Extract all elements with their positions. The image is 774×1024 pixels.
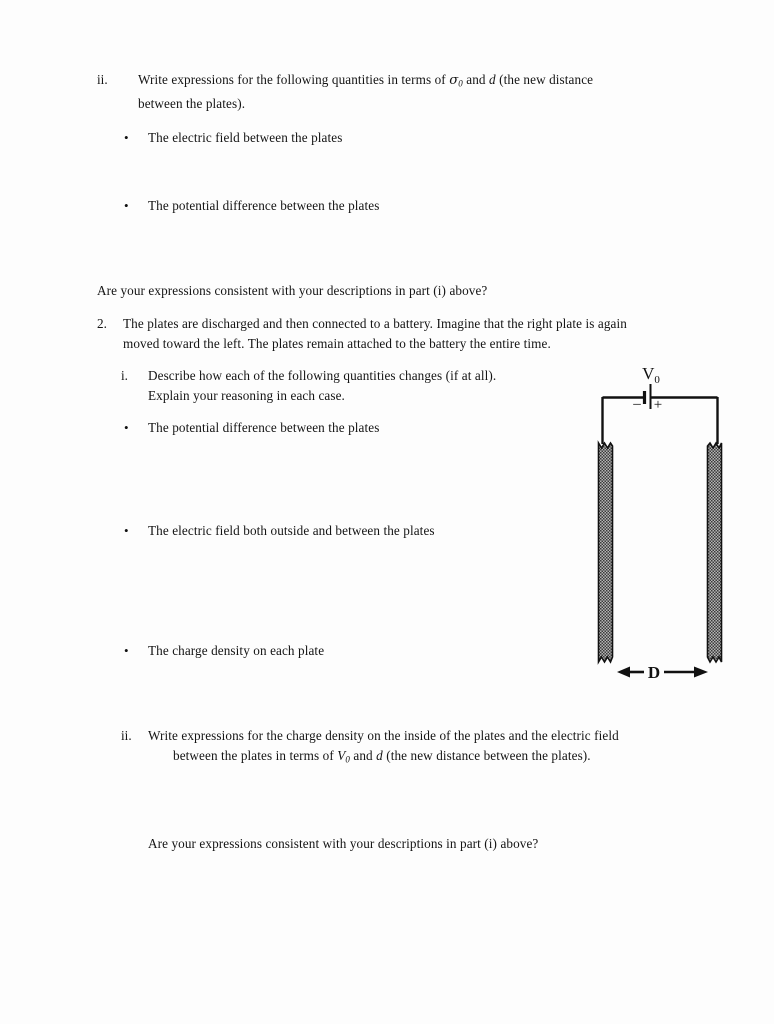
- item-ii-bottom-text-a: between the plates in terms of: [173, 748, 338, 763]
- d-symbol: d: [376, 748, 383, 763]
- paragraph-item-ii-top: [138, 70, 658, 114]
- capacitor-plate-left: [599, 443, 613, 662]
- consistency-question-1: Are your expressions consistent with your descriptions in part (i) above?: [97, 283, 488, 298]
- paragraph-item-ii-bottom: [148, 726, 693, 770]
- item-ii-top-line2: between the plates).: [138, 95, 246, 111]
- battery-voltage-label: $V_0$: [642, 364, 660, 386]
- arrowhead-right-icon: [694, 667, 708, 678]
- bullet-glyph-icon: •: [124, 130, 129, 145]
- V-symbol: V: [337, 748, 346, 763]
- item-ii-bottom-text-b: and: [349, 748, 377, 763]
- battery-negative-sign: –: [633, 396, 641, 412]
- V-subscript: 0: [345, 754, 350, 765]
- list-marker-i: i.: [121, 368, 128, 383]
- separation-label-D: D: [647, 663, 661, 682]
- item-2-line1: The plates are discharged and then connected to a battery. Imagine that the right plate is again: [123, 316, 627, 331]
- item-ii-bottom-line1: Write expressions for the charge density on the inside of the plates and the electric field: [148, 728, 619, 743]
- capacitor-plate-right: [708, 443, 722, 662]
- bullet-potential-difference: The potential difference between the plates: [148, 198, 380, 213]
- item-ii-top-text-c: (the new distance: [495, 72, 594, 87]
- plate-separation-dimension: [617, 663, 708, 682]
- item-ii-top-text-b: and: [462, 72, 490, 87]
- item-ii-top-text-a: Write expressions for the following quantities in terms of: [138, 72, 450, 87]
- item-i-line2: Explain your reasoning in each case.: [148, 388, 345, 403]
- item-2-line2: moved toward the left. The plates remain attached to the battery the entire time.: [123, 336, 551, 351]
- bullet-potential-difference-2: The potential difference between the plates: [148, 420, 380, 435]
- list-marker-ii-bottom: ii.: [121, 728, 132, 743]
- bullet-glyph-icon: •: [124, 643, 129, 658]
- consistency-question-2: Are your expressions consistent with your descriptions in part (i) above?: [148, 836, 539, 851]
- capacitor-figure: [588, 362, 738, 692]
- bullet-electric-field-between: The electric field between the plates: [148, 130, 343, 145]
- sigma-subscript: 0: [458, 78, 463, 89]
- list-marker-2: 2.: [97, 316, 107, 331]
- bullet-glyph-icon: •: [124, 198, 129, 213]
- item-i-line1: Describe how each of the following quantities changes (if at all).: [148, 368, 497, 383]
- bullet-charge-density: The charge density on each plate: [148, 643, 325, 658]
- paragraph-item-2: [123, 314, 683, 354]
- paragraph-item-i: [148, 366, 568, 406]
- arrowhead-left-icon: [617, 667, 630, 678]
- sigma-symbol: σ: [449, 73, 459, 88]
- bullet-electric-field-outside-between: The electric field both outside and between the plates: [148, 523, 435, 538]
- bullet-glyph-icon: •: [124, 523, 129, 538]
- bullet-glyph-icon: •: [124, 420, 129, 435]
- list-marker-ii-top: ii.: [97, 72, 108, 87]
- battery-positive-sign: +: [653, 397, 663, 413]
- item-ii-bottom-text-c: (the new distance between the plates).: [382, 748, 591, 763]
- d-symbol: d: [489, 72, 496, 87]
